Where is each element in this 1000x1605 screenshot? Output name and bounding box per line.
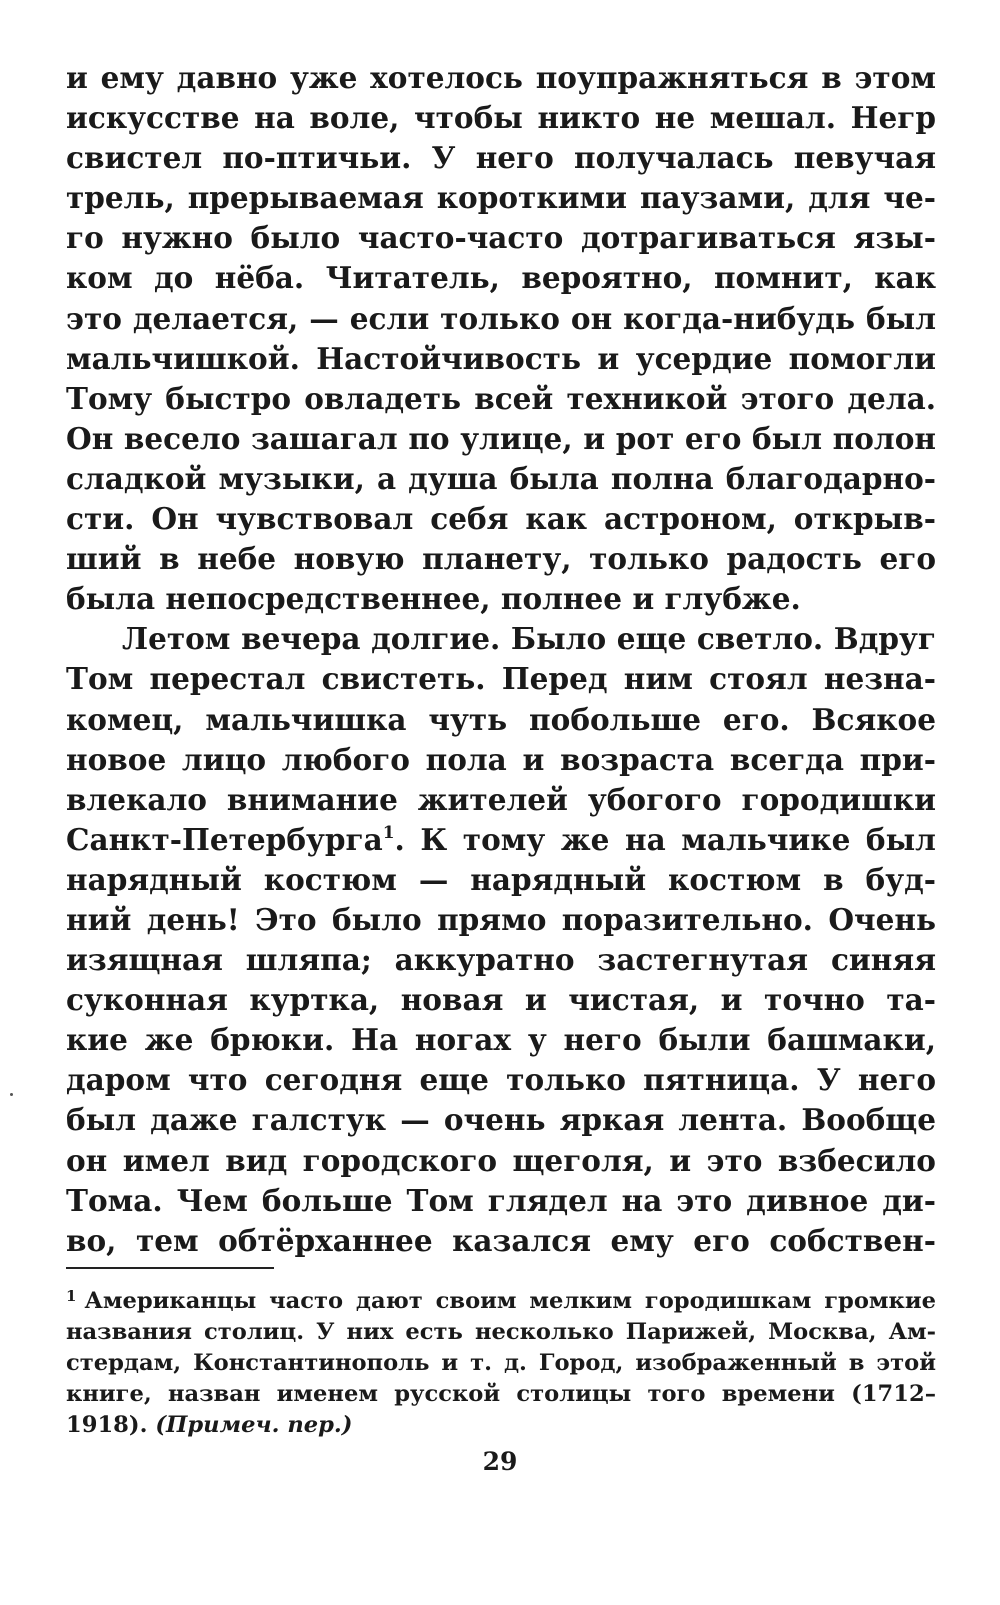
- footnote-line: стердам, Константинополь и т. д. Город, изображенный в этой: [66, 1350, 936, 1376]
- scan-speck: [10, 1093, 13, 1096]
- text-line: во, тем обтёрханнее казался ему его собствен-: [66, 1222, 936, 1258]
- text-segment: . К тому же на мальчике был: [394, 821, 936, 857]
- text-line: мальчишкой. Настойчивость и усердие помогли: [66, 340, 936, 376]
- footnote-text: Американцы часто дают своим мелким городишкам громкие: [84, 1288, 936, 1314]
- text-line: даром что сегодня еще только пятница. У него: [66, 1062, 936, 1098]
- text-line: суконная куртка, новая и чистая, и точно та-: [66, 982, 936, 1018]
- translator-note: (Примеч. пер.): [155, 1412, 353, 1438]
- text-line: сладкой музыки, а душа была полна благодарно-: [66, 460, 936, 496]
- text-line: сти. Он чувствовал себя как астроном, открыв-: [66, 501, 936, 537]
- text-line-with-footnote-ref: [66, 820, 936, 860]
- text-line: нарядный костюм — нарядный костюм в буд-: [66, 861, 936, 897]
- paragraph-start-line: Летом вечера долгие. Было еще светло. Вдруг: [122, 621, 936, 657]
- footnote-divider: [66, 1267, 274, 1269]
- text-line: Тому быстро овладеть всей техникой этого дела.: [66, 380, 936, 416]
- footnote-line: названия столиц. У них есть несколько Парижей, Москва, Ам-: [66, 1319, 936, 1345]
- text-line: влекало внимание жителей убогого городишки: [66, 781, 936, 817]
- text-line: го нужно было часто-часто дотрагиваться язы-: [66, 220, 936, 256]
- text-line: ший в небе новую планету, только радость его: [66, 541, 936, 577]
- text-line: это делается, — если только он когда-нибудь был: [66, 300, 936, 336]
- text-line: ний день! Это было прямо поразительно. Очень: [66, 901, 936, 937]
- text-line: комец, мальчишка чуть побольше его. Всякое: [66, 701, 936, 737]
- footnote-text: 1918).: [66, 1412, 148, 1438]
- footnote-reference[interactable]: 1: [382, 822, 395, 843]
- page-number: 29: [482, 1447, 518, 1476]
- text-line: искусстве на воле, чтобы никто не мешал. Негр: [66, 100, 936, 136]
- footnote: [66, 1286, 936, 1441]
- text-line: ком до нёба. Читатель, вероятно, помнит, как: [66, 260, 936, 296]
- main-text: [66, 58, 936, 1261]
- footnote-line: [66, 1410, 936, 1441]
- text-line: Он весело зашагал по улице, и рот его был полон: [66, 420, 936, 456]
- text-line: трель, прерываемая короткими паузами, для че-: [66, 180, 936, 216]
- text-line: Тома. Чем больше Том глядел на это дивное ди-: [66, 1182, 936, 1218]
- footnote-line: книге, назван именем русской столицы того времени (1712–: [66, 1381, 936, 1407]
- text-line: свистел по-птичьи. У него получалась певучая: [66, 140, 936, 176]
- text-line: изящная шляпа; аккуратно застегнутая синяя: [66, 942, 936, 978]
- text-segment: Санкт-Петербурга: [66, 821, 383, 857]
- text-line: новое лицо любого пола и возраста всегда при-: [66, 741, 936, 777]
- footnote-marker: 1: [66, 1287, 77, 1305]
- footnote-line: [66, 1286, 936, 1317]
- text-line: и ему давно уже хотелось поупражняться в этом: [66, 60, 936, 95]
- text-line: был даже галстук — очень яркая лента. Вообще: [66, 1102, 936, 1138]
- text-line: была непосредственнее, полнее и глубже.: [66, 581, 801, 617]
- text-line: он имел вид городского щеголя, и это взбесило: [66, 1142, 936, 1178]
- text-line: кие же брюки. На ногах у него были башмаки,: [66, 1022, 936, 1058]
- text-line: Том перестал свистеть. Перед ним стоял незна-: [66, 661, 936, 697]
